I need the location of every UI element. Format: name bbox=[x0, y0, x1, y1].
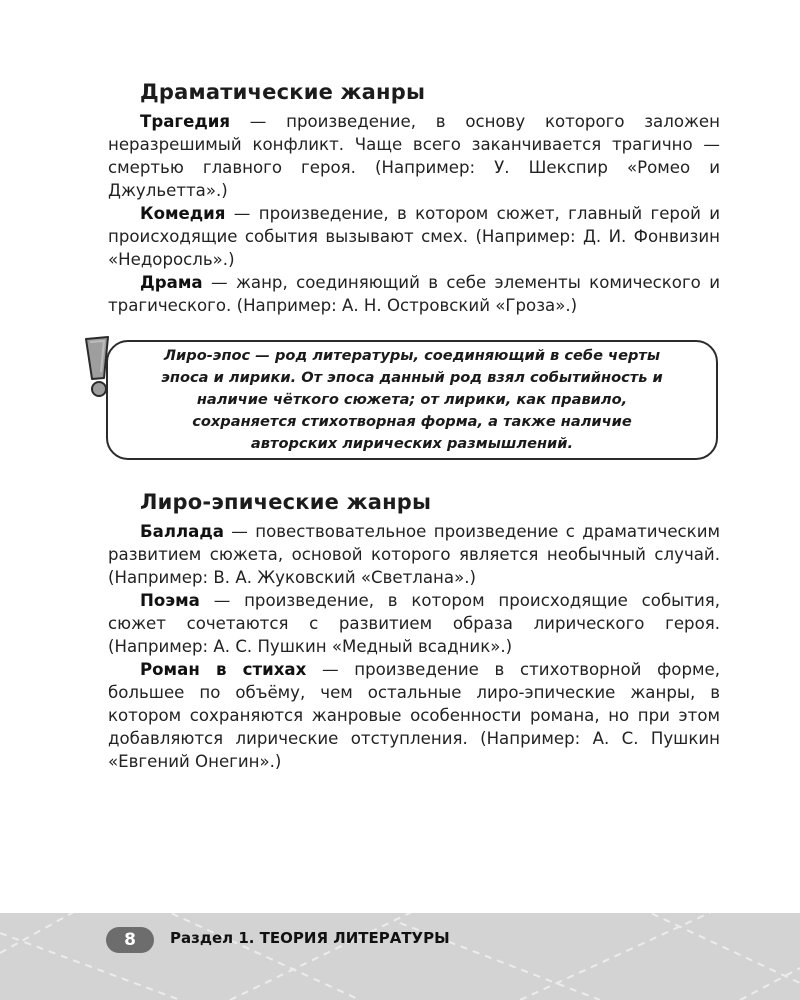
genre-definition: — произведение, в основу которого заложен неразрешимый конфликт. Чаще всего заканчивается трагично — смертью главного героя. (Например: У. Шекспир «Ромео и Джульетта».) bbox=[108, 112, 720, 200]
genre-definition: — произведение в стихотворной форме, большее по объёму, чем остальные лиро-эпические жанры, в котором сохраняются жанровые особенности романа, но при этом добавляются лирические отступления. (Например: А. С. Пушкин «Евгений Онегин».) bbox=[108, 660, 720, 771]
genre-paragraph bbox=[108, 110, 720, 202]
genre-definition: — повествовательное произведение с драматическим развитием сюжета, основой которого является необычный случай. (Например: В. А. Жуковский «Светлана».) bbox=[108, 522, 720, 587]
genre-definition: — произведение, в котором происходящие события, сюжет сочетаются с развитием образа лирического героя. (Например: А. С. Пушкин «Медный всадник».) bbox=[108, 591, 720, 656]
genre-definition: — жанр, соединяющий в себе элементы комического и трагического. (Например: А. Н. Островский «Гроза».) bbox=[108, 273, 720, 315]
genre-definition: — произведение, в котором сюжет, главный герой и происходящие события вызывают смех. (Например: Д. И. Фонвизин «Недоросль».) bbox=[108, 204, 720, 269]
genre-term: Трагедия bbox=[140, 112, 231, 131]
page-number: 8 bbox=[106, 927, 154, 953]
genre-paragraph bbox=[108, 202, 720, 271]
genre-paragraph bbox=[108, 271, 720, 317]
genre-term: Комедия bbox=[140, 204, 226, 223]
section-title: Лиро-эпические жанры bbox=[140, 490, 432, 514]
genre-term: Роман в стихах bbox=[140, 660, 307, 679]
genre-term: Драма bbox=[140, 273, 203, 292]
genre-paragraph bbox=[108, 520, 720, 589]
callout-definition: — род литературы, соединяющий в себе черты эпоса и лирики. От эпоса данный род взял событийность и наличие чёткого сюжета; от лирики, как правило, сохраняется стихотворная форма, а также наличие авторских лирических размышлений. bbox=[161, 347, 663, 452]
section-title: Драматические жанры bbox=[140, 80, 426, 104]
genre-term: Баллада bbox=[140, 522, 224, 541]
callout-text bbox=[148, 345, 676, 455]
genre-term: Поэма bbox=[140, 591, 200, 610]
section-lyro-epic-genres bbox=[108, 490, 720, 773]
lyro-epic-callout bbox=[106, 340, 718, 460]
section-dramatic-genres bbox=[108, 80, 720, 317]
callout-term: Лиро-эпос bbox=[163, 347, 251, 364]
running-head: Раздел 1. ТЕОРИЯ ЛИТЕРАТУРЫ bbox=[170, 929, 450, 947]
genre-paragraph bbox=[108, 589, 720, 658]
genre-paragraph bbox=[108, 658, 720, 773]
